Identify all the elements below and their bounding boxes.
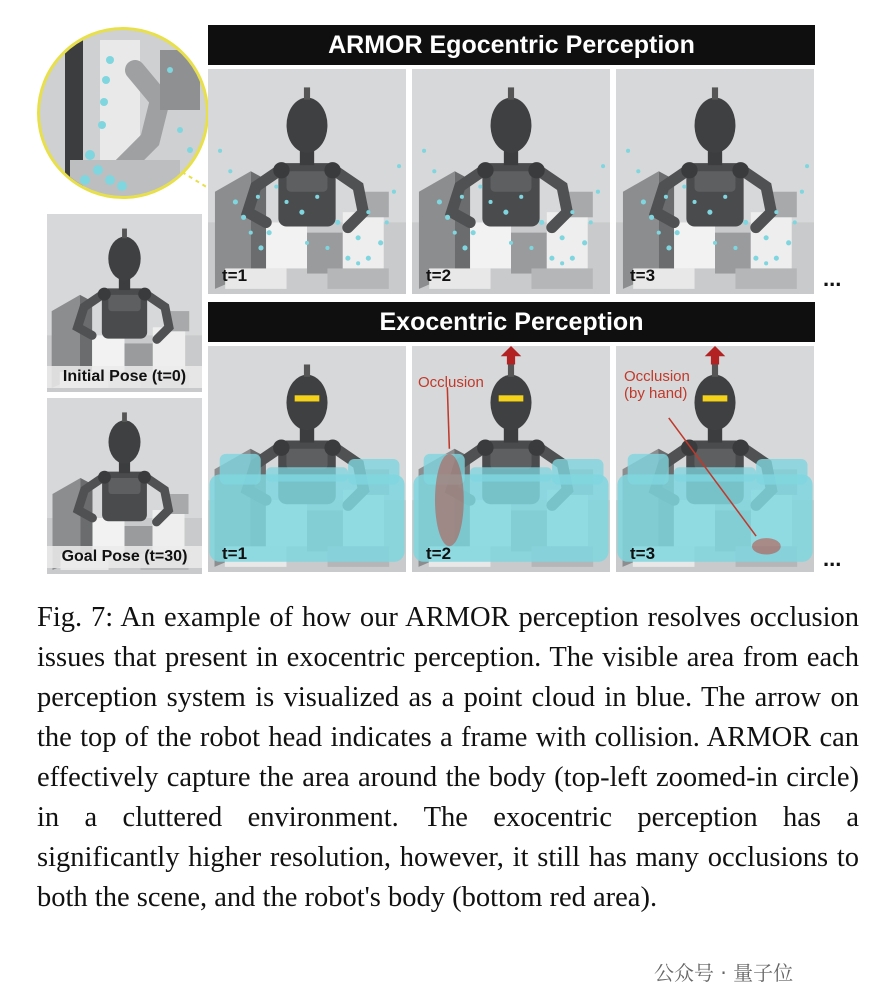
figure-caption: Fig. 7: An example of how our ARMOR perception resolves occlusion issues that present in exocentric perception. The visible area from each perception system is visualized as a point cloud in blue. The arrow on the top of the robot head indicates a frame with collision. ARMOR can effectively capture the area around the body (top-left zoomed-in circle) in a cluttered environment. The exocentric perception has a significantly higher resolution, however, it still has many occlusions to both the scene, and the robot's body (bottom red area). bbox=[37, 602, 859, 913]
watermark: 公众号 · 量子位 bbox=[654, 961, 794, 985]
exo-time-label-1: t=1 bbox=[222, 544, 248, 563]
ego-banner: ARMOR Egocentric Perception bbox=[208, 25, 815, 65]
ego-time-label-1: t=1 bbox=[222, 266, 248, 285]
occlusion-label-2-line1: Occlusion bbox=[624, 368, 690, 385]
exo-time-label-3: t=3 bbox=[630, 544, 656, 563]
occlusion-label-1: Occlusion bbox=[418, 374, 484, 391]
initial-pose-panel bbox=[47, 214, 202, 392]
exo-banner: Exocentric Perception bbox=[208, 302, 815, 342]
exo-panel-t2 bbox=[412, 346, 610, 572]
ego-time-label-2: t=2 bbox=[426, 266, 452, 285]
exo-ellipsis: ... bbox=[823, 546, 842, 571]
exo-panel-t3 bbox=[616, 346, 814, 572]
ego-panel-t2 bbox=[412, 69, 610, 294]
exo-panel-t1 bbox=[208, 346, 406, 572]
ego-ellipsis: ... bbox=[823, 266, 842, 291]
occlusion-label-2 bbox=[624, 368, 690, 402]
initial-pose-label: Initial Pose (t=0) bbox=[47, 366, 202, 388]
ego-panel-t3 bbox=[616, 69, 814, 294]
ego-time-label-3: t=3 bbox=[630, 266, 656, 285]
goal-pose-label: Goal Pose (t=30) bbox=[47, 546, 202, 568]
occlusion-label-2-line2: (by hand) bbox=[624, 385, 688, 402]
ego-panel-t1 bbox=[208, 69, 406, 294]
exo-time-label-2: t=2 bbox=[426, 544, 452, 563]
goal-pose-panel bbox=[47, 398, 202, 574]
